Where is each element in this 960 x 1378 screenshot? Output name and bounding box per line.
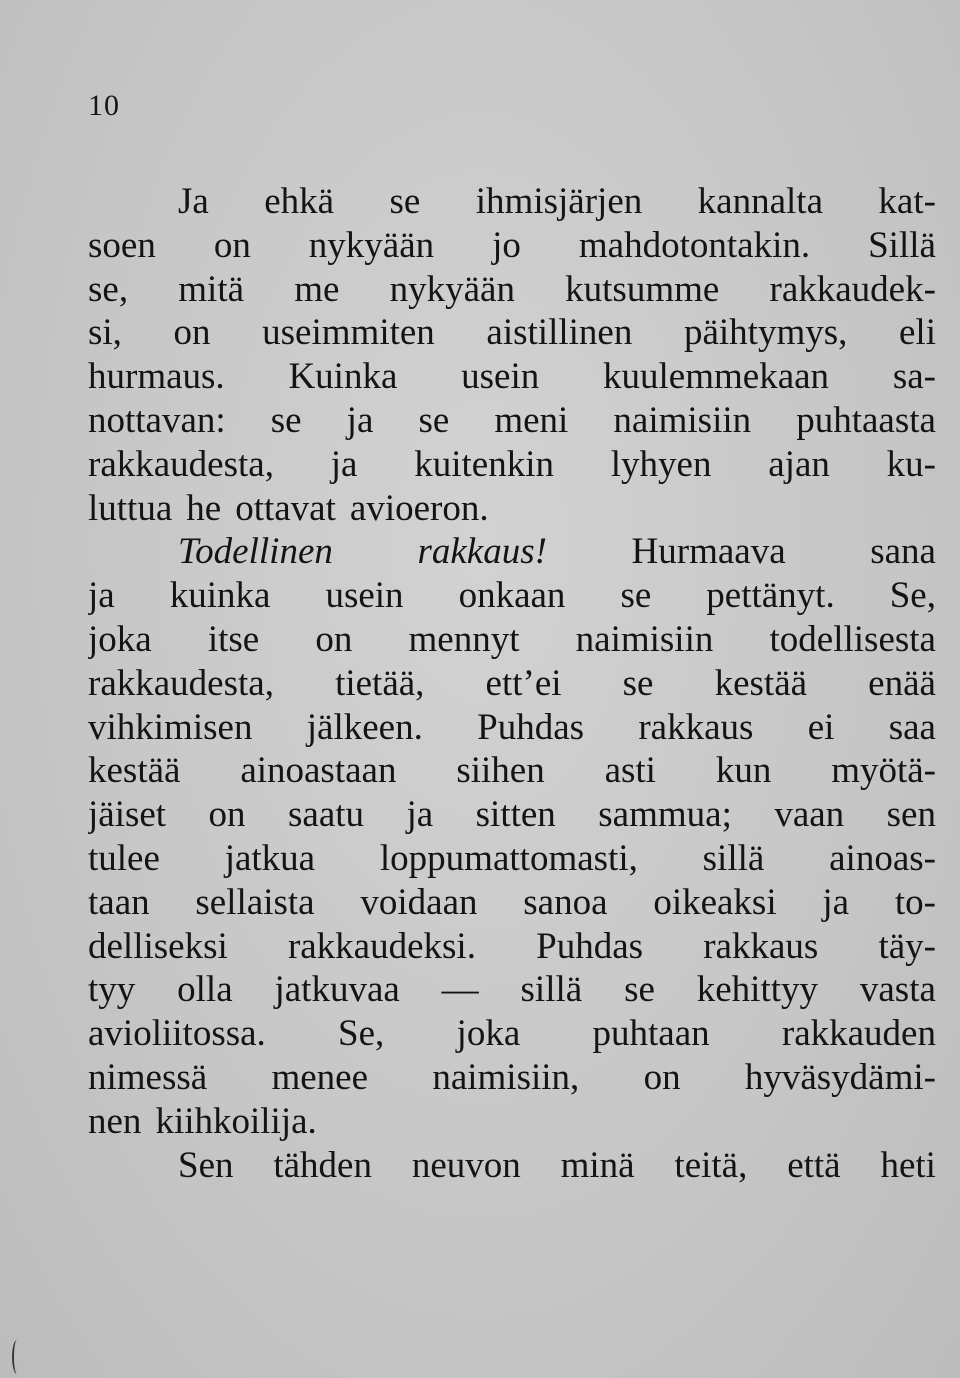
- word: luttua: [88, 487, 173, 529]
- text-line: [88, 968, 936, 1012]
- word: täy-: [878, 925, 936, 967]
- word: si,: [88, 312, 122, 354]
- word: sillä: [702, 837, 765, 879]
- word: naimisiin: [613, 399, 752, 441]
- word: sammua;: [598, 794, 732, 836]
- text-line: [88, 180, 936, 224]
- word: rakkauden: [781, 1013, 936, 1055]
- word: meni: [494, 399, 569, 441]
- word: kutsumme: [565, 268, 720, 310]
- word: nykyään: [389, 268, 515, 310]
- word: neuvon: [411, 1144, 521, 1186]
- word: ihmisjärjen: [475, 181, 643, 222]
- word: sitten: [475, 794, 556, 836]
- word: todellisesta: [769, 618, 936, 660]
- text-line: [88, 662, 936, 706]
- word: kestää: [714, 662, 808, 704]
- word: Se,: [889, 575, 936, 617]
- text-line: [88, 268, 936, 312]
- word: usein: [461, 356, 540, 398]
- word: rakkaudeksi.: [287, 925, 476, 967]
- word: kat-: [878, 181, 936, 222]
- word: se: [270, 399, 302, 441]
- word: ett’ei: [485, 662, 562, 704]
- word: rakkaus!: [417, 531, 547, 573]
- word: sellaista: [195, 881, 315, 923]
- word: sen: [886, 794, 936, 836]
- word: voidaan: [360, 881, 478, 923]
- word: myötä-: [831, 750, 936, 792]
- word: joka: [456, 1013, 521, 1055]
- word: tyy: [88, 969, 136, 1011]
- word: ehkä: [264, 181, 335, 222]
- text-line: [88, 1144, 936, 1188]
- body-text: [88, 180, 936, 1187]
- word: puhtaasta: [796, 399, 936, 441]
- word: aistillinen: [486, 312, 633, 354]
- word: Sillä: [868, 224, 936, 266]
- word: Sen: [178, 1144, 234, 1186]
- word: Todellinen: [178, 531, 333, 573]
- word: ja: [822, 881, 850, 923]
- word: hyväsydämi-: [744, 1056, 936, 1098]
- word: nimessä: [88, 1056, 208, 1098]
- word: rakkaus: [703, 925, 819, 967]
- text-line: [88, 618, 936, 662]
- word: ainoas-: [829, 837, 936, 879]
- word: se: [624, 969, 655, 1011]
- word: hurmaus.: [88, 356, 225, 398]
- word: Kuinka: [288, 356, 398, 398]
- word: ei: [807, 706, 835, 748]
- word: kuitenkin: [414, 443, 554, 485]
- word: ja: [330, 443, 358, 485]
- word: on: [173, 312, 211, 354]
- word: delliseksi: [88, 925, 228, 967]
- word: nottavan:: [88, 399, 226, 441]
- word: ku-: [886, 443, 936, 485]
- word: se: [418, 399, 450, 441]
- word: to-: [894, 881, 936, 923]
- word: naimisiin,: [432, 1056, 580, 1098]
- word: on: [643, 1056, 681, 1098]
- word: vihkimisen: [88, 706, 253, 748]
- word: on: [213, 224, 251, 266]
- text-line: [88, 399, 936, 443]
- word: avioeron.: [349, 487, 489, 529]
- word: ja: [406, 794, 434, 836]
- word: Puhdas: [536, 925, 644, 967]
- word: ja: [88, 575, 115, 617]
- word: kiihkoilija.: [155, 1100, 317, 1142]
- text-line: [88, 574, 936, 618]
- page-number: 10: [88, 89, 120, 122]
- word: tulee: [88, 837, 160, 879]
- word: rakkaus: [638, 706, 754, 748]
- word: kun: [715, 750, 772, 792]
- word: rakkaudek-: [769, 268, 936, 310]
- word: puhtaan: [592, 1013, 710, 1055]
- text-line: [88, 1056, 936, 1100]
- word: sillä: [520, 969, 583, 1011]
- word: Se,: [338, 1013, 385, 1055]
- word: olla: [177, 969, 233, 1011]
- text-line: [88, 487, 936, 531]
- word: ottavat: [235, 487, 336, 529]
- word: avioliitossa.: [88, 1013, 266, 1055]
- word: sa-: [892, 356, 936, 398]
- text-line: [88, 224, 936, 268]
- word: he: [186, 487, 222, 529]
- word: tietää,: [335, 662, 425, 704]
- word: kehittyy: [696, 969, 819, 1011]
- word: mitä: [178, 268, 245, 310]
- word: taan: [88, 881, 150, 923]
- word: enää: [868, 662, 936, 704]
- word: mennyt: [408, 618, 520, 660]
- word: heti: [880, 1144, 936, 1186]
- word: lyhyen: [610, 443, 712, 485]
- word: kannalta: [697, 181, 823, 222]
- word: kestää: [88, 750, 181, 792]
- word: asti: [604, 750, 656, 792]
- text-line: [88, 355, 936, 399]
- word: usein: [325, 575, 404, 617]
- word: mahdotontakin.: [578, 224, 811, 266]
- text-line: [88, 881, 936, 925]
- word: tähden: [273, 1144, 372, 1186]
- word: ainoastaan: [240, 750, 397, 792]
- word: jäiset: [88, 794, 167, 836]
- word: pettänyt.: [706, 575, 835, 617]
- word: Puhdas: [477, 706, 585, 748]
- word: vaan: [774, 794, 845, 836]
- word: rakkaudesta,: [88, 662, 274, 704]
- word: nykyään: [308, 224, 435, 266]
- word: jatkua: [224, 837, 316, 879]
- word: eli: [899, 312, 936, 354]
- text-line: [88, 1012, 936, 1056]
- word: menee: [271, 1056, 369, 1098]
- word: se: [620, 575, 652, 617]
- text-line: [88, 706, 936, 750]
- word: oikeaksi: [653, 881, 777, 923]
- word: —: [441, 969, 479, 1011]
- word: saatu: [288, 794, 365, 836]
- text-line: [88, 311, 936, 355]
- word: jälkeen.: [306, 706, 423, 748]
- word: loppumattomasti,: [379, 837, 638, 879]
- word: se: [622, 662, 654, 704]
- word: onkaan: [458, 575, 566, 617]
- word: ja: [346, 399, 374, 441]
- word: soen: [88, 224, 156, 266]
- word: jo: [492, 224, 521, 266]
- word: Ja: [178, 181, 209, 222]
- word: on: [208, 794, 246, 836]
- word: sanoa: [523, 881, 608, 923]
- word: siihen: [456, 750, 545, 792]
- word: sana: [870, 531, 936, 573]
- text-line: [88, 925, 936, 969]
- word: rakkaudesta,: [88, 443, 274, 485]
- word: on: [315, 618, 353, 660]
- text-line: [88, 1100, 936, 1144]
- text-line: [88, 749, 936, 793]
- text-line: [88, 793, 936, 837]
- word: joka: [88, 618, 152, 660]
- word: kuinka: [169, 575, 271, 617]
- word: ajan: [768, 443, 830, 485]
- word: se,: [88, 268, 129, 310]
- word: teitä,: [674, 1144, 748, 1186]
- word: kuulemmekaan: [603, 356, 830, 398]
- margin-mark: [12, 1340, 22, 1374]
- text-line: [88, 530, 936, 574]
- word: me: [294, 268, 340, 310]
- text-line: [88, 443, 936, 487]
- word: se: [389, 181, 421, 222]
- word: että: [787, 1144, 841, 1186]
- word: jatkuvaa: [274, 969, 400, 1011]
- word: itse: [207, 618, 260, 660]
- word: vasta: [859, 969, 936, 1011]
- word: Hurmaava: [631, 531, 786, 573]
- word: minä: [560, 1144, 635, 1186]
- word: nen: [88, 1100, 142, 1142]
- word: saa: [888, 706, 936, 748]
- text-line: [88, 837, 936, 881]
- word: useimmiten: [262, 312, 435, 354]
- word: naimisiin: [575, 618, 714, 660]
- word: päihtymys,: [683, 312, 848, 354]
